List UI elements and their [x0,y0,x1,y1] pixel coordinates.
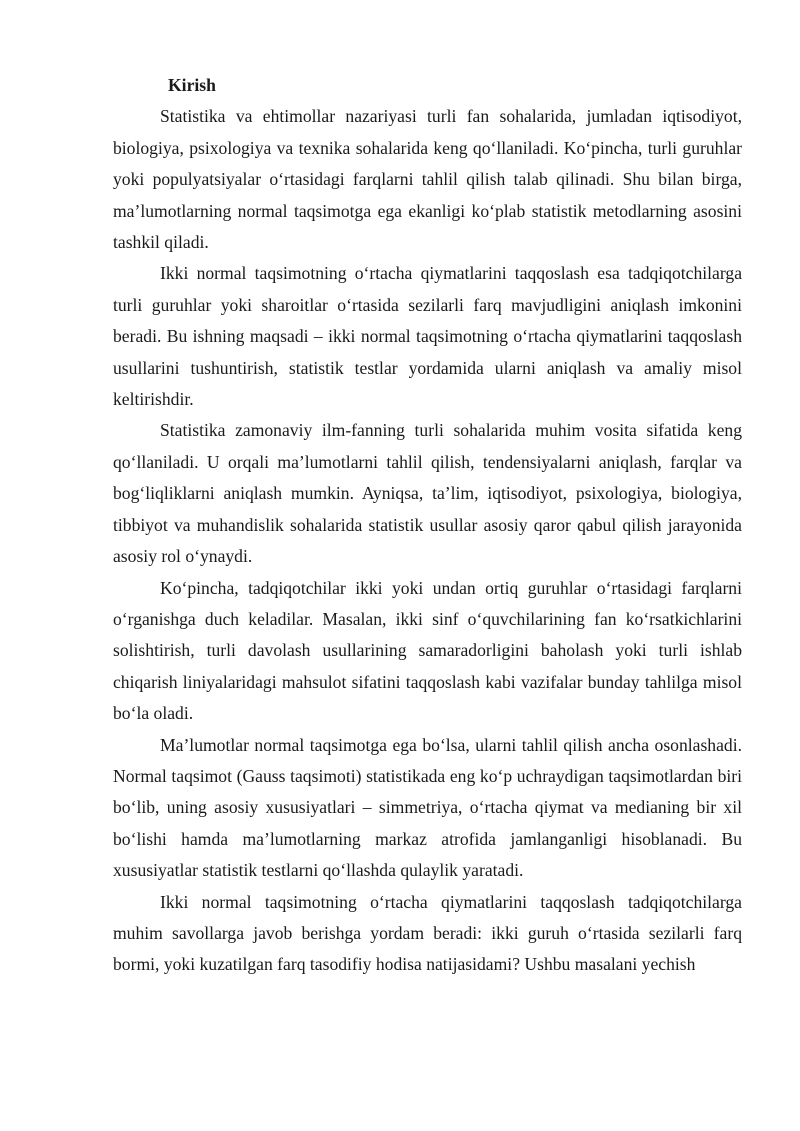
paragraph-3: Statistika zamonaviy ilm-fanning turli sohalarida muhim vosita sifatida keng qo‘llaniladi. U orqali ma’lumotlarni tahlil qilish, tendensiyalarni aniqlash, farqlar va bog‘liqliklarni aniqlash mumkin. Ayniqsa, ta’lim, iqtisodiyot, psixologiya, biologiya, tibbiyot va muhandislik sohalarida statistik usullar asosiy qaror qabul qilish jarayonida asosiy rol o‘ynaydi. [113,420,742,567]
paragraph-1: Statistika va ehtimollar nazariyasi turli fan sohalarida, jumladan iqtisodiyot, biologiya, psixologiya va texnika sohalarida keng qo‘llaniladi. Ko‘pincha, turli guruhlar yoki populyatsiyalar o‘rtasidagi farqlarni tahlil qilish talab qilinadi. Shu bilan birga, ma’lumotlarning normal taqsimotga ega ekanligi ko‘plab statistik metodlarning asosini tashkil qiladi. [113,106,742,253]
document-body [113,70,742,981]
paragraph-6: Ikki normal taqsimotning o‘rtacha qiymatlarini taqqoslash tadqiqotchilarga muhim savollarga javob berishga yordam beradi: ikki guruh o‘rtasida sezilarli farq bormi, yoki kuzatilgan farq tasodifiy hodisa natijasidami? Ushbu masalani yechish [113,891,742,975]
paragraph-2: Ikki normal taqsimotning o‘rtacha qiymatlarini taqqoslash esa tadqiqotchilarga turli guruhlar yoki sharoitlar o‘rtasida sezilarli farq mavjudligini aniqlash imkonini beradi. Bu ishning maqsadi – ikki normal taqsimotning o‘rtacha qiymatlarini taqqoslash usullarini tushuntirish, statistik testlar yordamida ularni aniqlash va amaliy misol keltirishdir. [113,263,742,410]
paragraph-4: Ko‘pincha, tadqiqotchilar ikki yoki undan ortiq guruhlar o‘rtasidagi farqlarni o‘rganishga duch keladilar. Masalan, ikki sinf o‘quvchilarining fan ko‘rsatkichlarini solishtirish, turli davolash usullarining samaradorligini baholash yoki turli ishlab chiqarish liniyalaridagi mahsulot sifatini taqqoslash kabi vazifalar bunday tahlilga misol bo‘la oladi. [113,577,742,724]
paragraph-5: Ma’lumotlar normal taqsimotga ega bo‘lsa, ularni tahlil qilish ancha osonlashadi. Normal taqsimot (Gauss taqsimoti) statistikada eng ko‘p uchraydigan taqsimotlardan biri bo‘lib, uning asosiy xususiyatlari – simmetriya, o‘rtacha qiymat va medianing bir xil bo‘lishi hamda ma’lumotlarning markaz atrofida jamlanganligi hisoblanadi. Bu xususiyatlar statistik testlarni qo‘llashda qulaylik yaratadi. [113,734,742,881]
section-heading: Kirish [168,75,216,95]
